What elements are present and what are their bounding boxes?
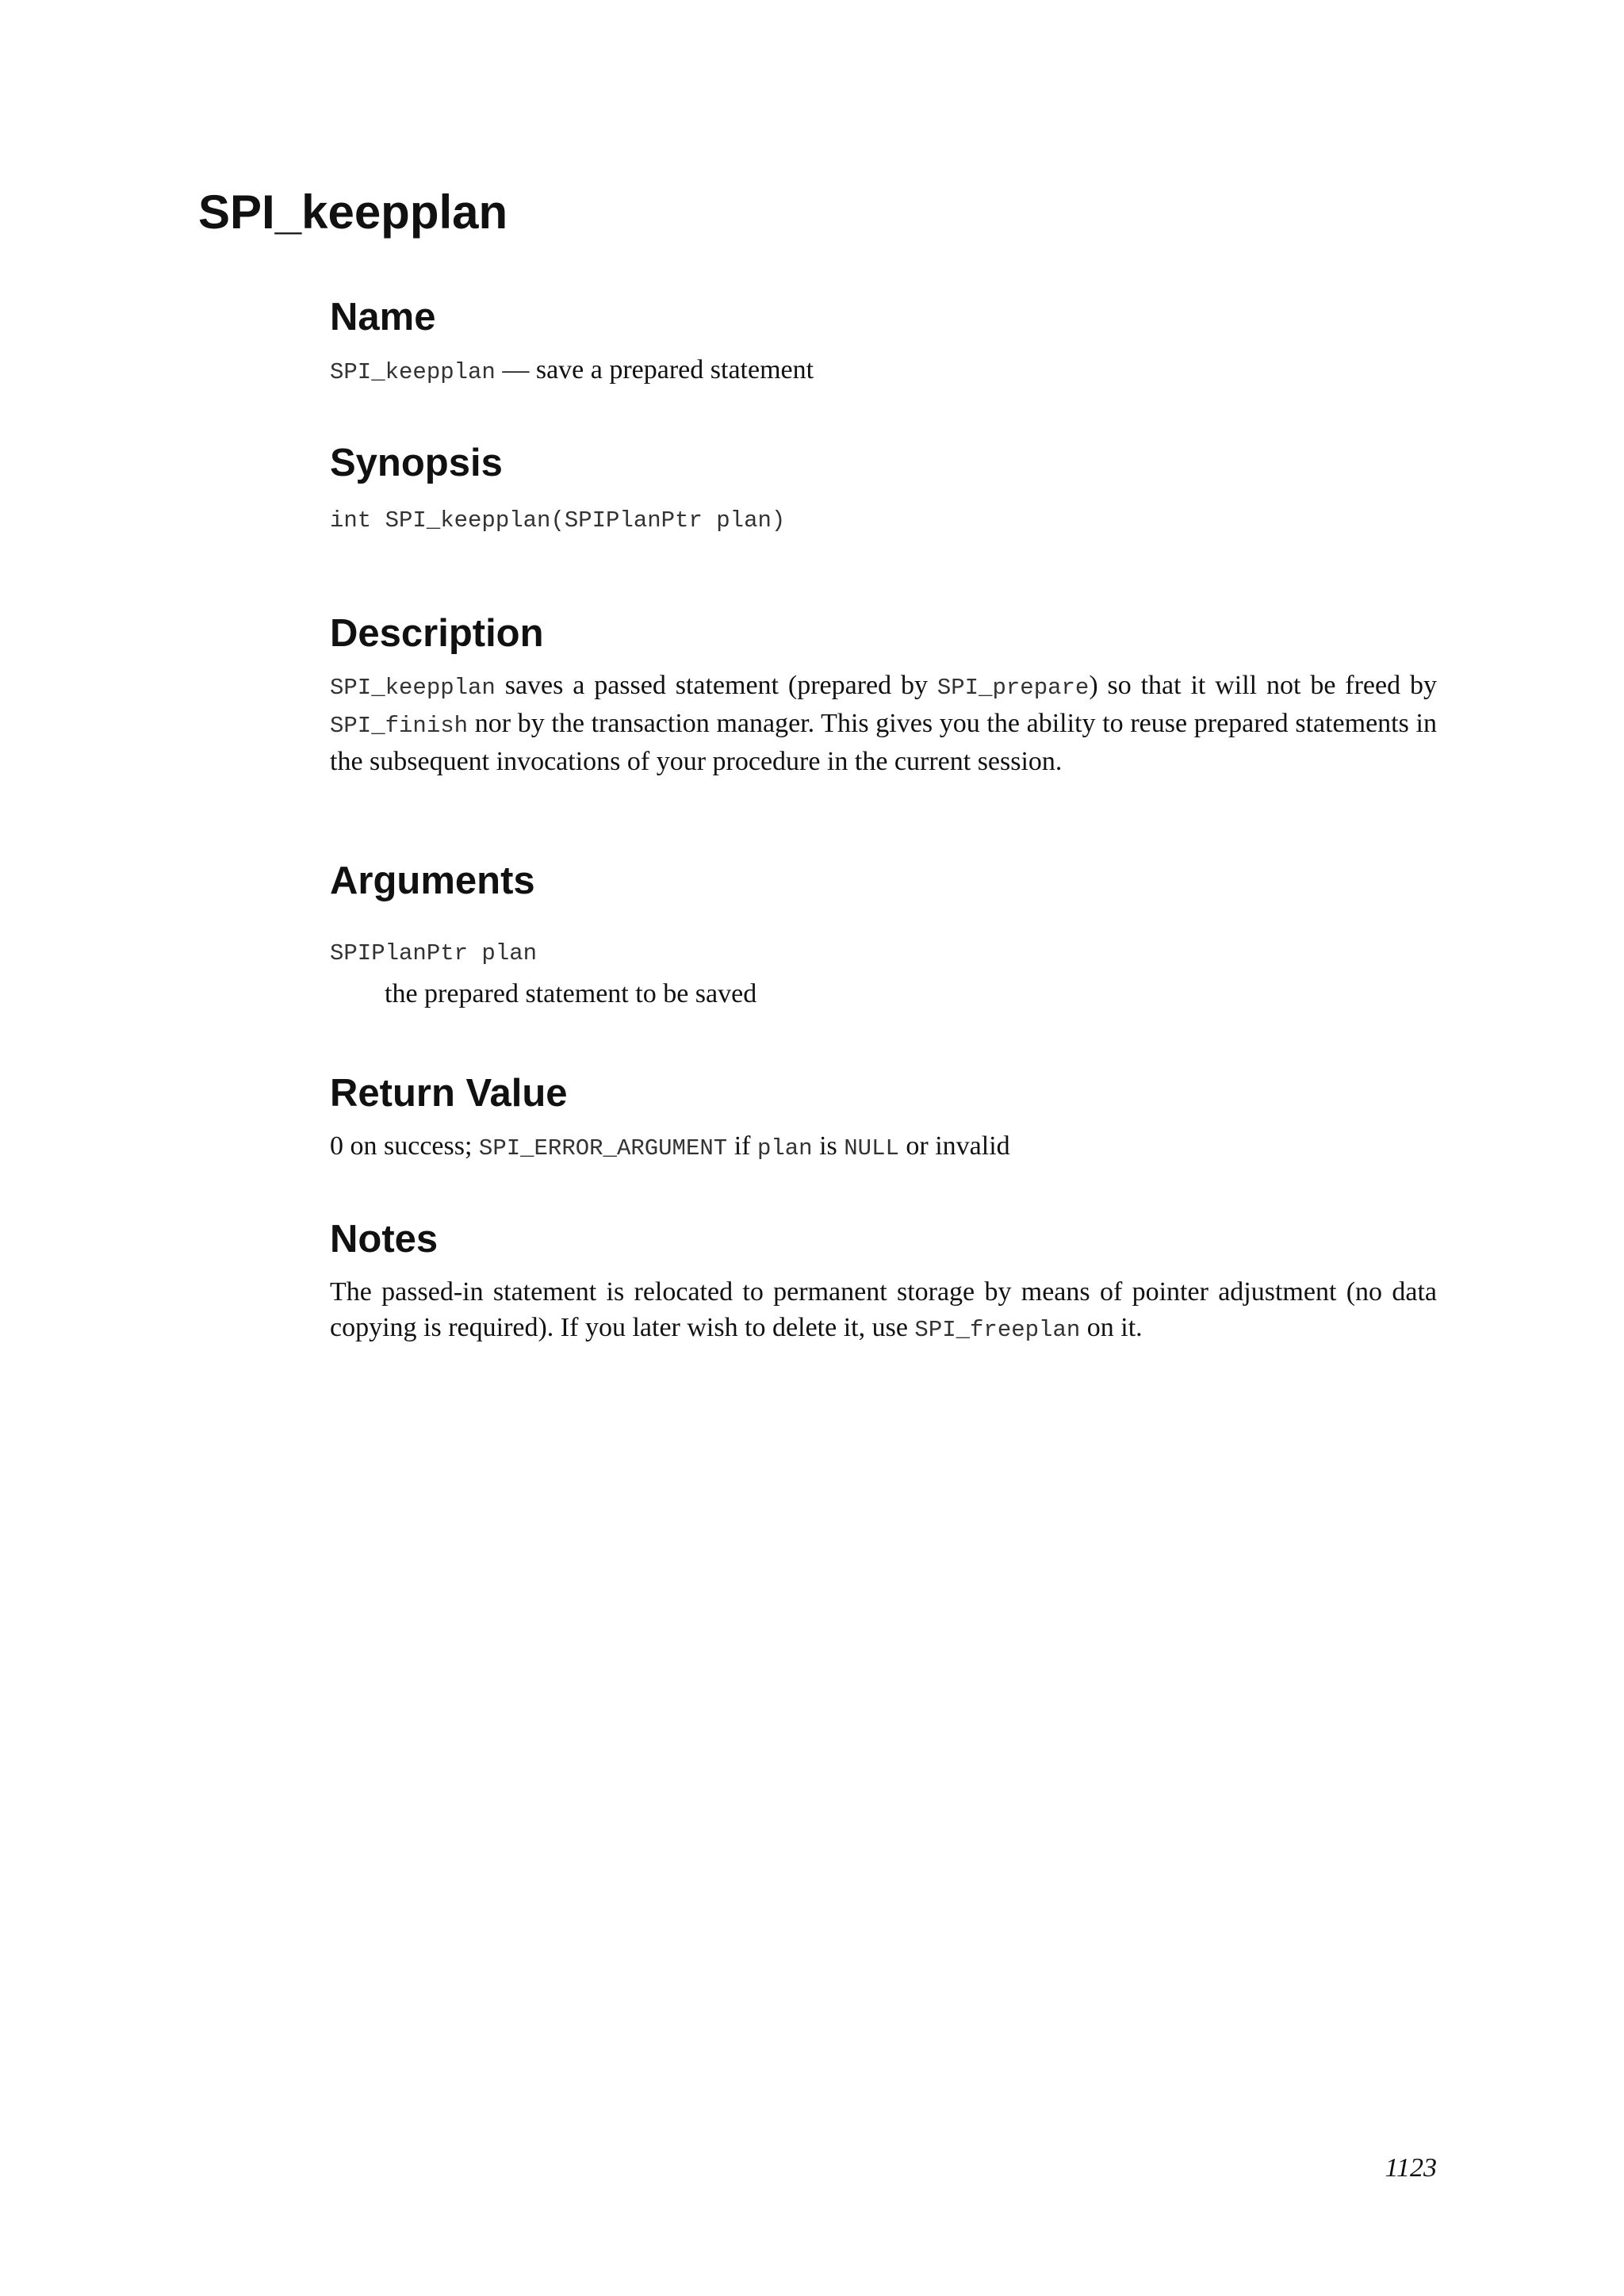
notes-text-1: The passed-in statement is relocated to permanent storage by means of pointer adjustment (no data copying is required). If you later wish to delete it, use <box>330 1277 1437 1342</box>
description-text-3: nor by the transaction manager. This gives you the ability to reuse prepared statements in the subsequent invocations of your procedure in the current session. <box>330 709 1437 776</box>
description-section <box>330 610 1437 779</box>
description-heading: Description <box>330 612 544 655</box>
notes-heading: Notes <box>330 1218 439 1261</box>
code-spi-freeplan: SPI_freeplan <box>914 1317 1081 1343</box>
argument-definition: the prepared statement to be saved <box>385 979 757 1008</box>
notes-text-2: on it. <box>1080 1313 1143 1342</box>
notes-section <box>330 1215 1437 1348</box>
return-value-paragraph <box>330 1128 1437 1166</box>
refentry-content <box>330 293 1437 1348</box>
description-text-2: ) so that it will not be freed by <box>1089 671 1437 700</box>
name-line <box>330 352 1437 390</box>
code-spi-error-argument: SPI_ERROR_ARGUMENT <box>478 1135 728 1161</box>
code-null: NULL <box>844 1135 899 1161</box>
return-text-4: or invalid <box>898 1131 1010 1161</box>
arguments-section <box>330 857 1437 1012</box>
page-title: SPI_keepplan <box>198 186 508 239</box>
return-text-1: 0 on success; <box>330 1131 479 1161</box>
arguments-heading: Arguments <box>330 859 535 902</box>
argument-term-code: SPIPlanPtr plan <box>330 940 538 966</box>
function-purpose: — save a prepared statement <box>495 355 814 385</box>
argument-term <box>330 933 1437 971</box>
name-heading: Name <box>330 296 436 339</box>
page-number: 1123 <box>1385 2153 1437 2183</box>
synopsis-heading: Synopsis <box>330 442 503 484</box>
return-value-heading: Return Value <box>330 1072 568 1115</box>
synopsis-section <box>330 439 1437 538</box>
synopsis-line <box>330 500 1437 538</box>
code-spi-keepplan: SPI_keepplan <box>330 675 496 701</box>
return-text-3: is <box>812 1131 845 1161</box>
code-plan: plan <box>756 1135 813 1161</box>
synopsis-code: int SPI_keepplan(SPIPlanPtr plan) <box>330 507 786 534</box>
code-spi-finish: SPI_finish <box>330 713 469 739</box>
return-text-2: if <box>727 1131 757 1161</box>
description-paragraph <box>330 668 1437 779</box>
function-name: SPI_keepplan <box>330 359 496 385</box>
return-value-section <box>330 1070 1437 1166</box>
name-section <box>330 293 1437 390</box>
code-spi-prepare: SPI_prepare <box>936 675 1090 701</box>
description-text-1: saves a passed statement (prepared by <box>495 671 937 700</box>
notes-paragraph <box>330 1274 1437 1348</box>
